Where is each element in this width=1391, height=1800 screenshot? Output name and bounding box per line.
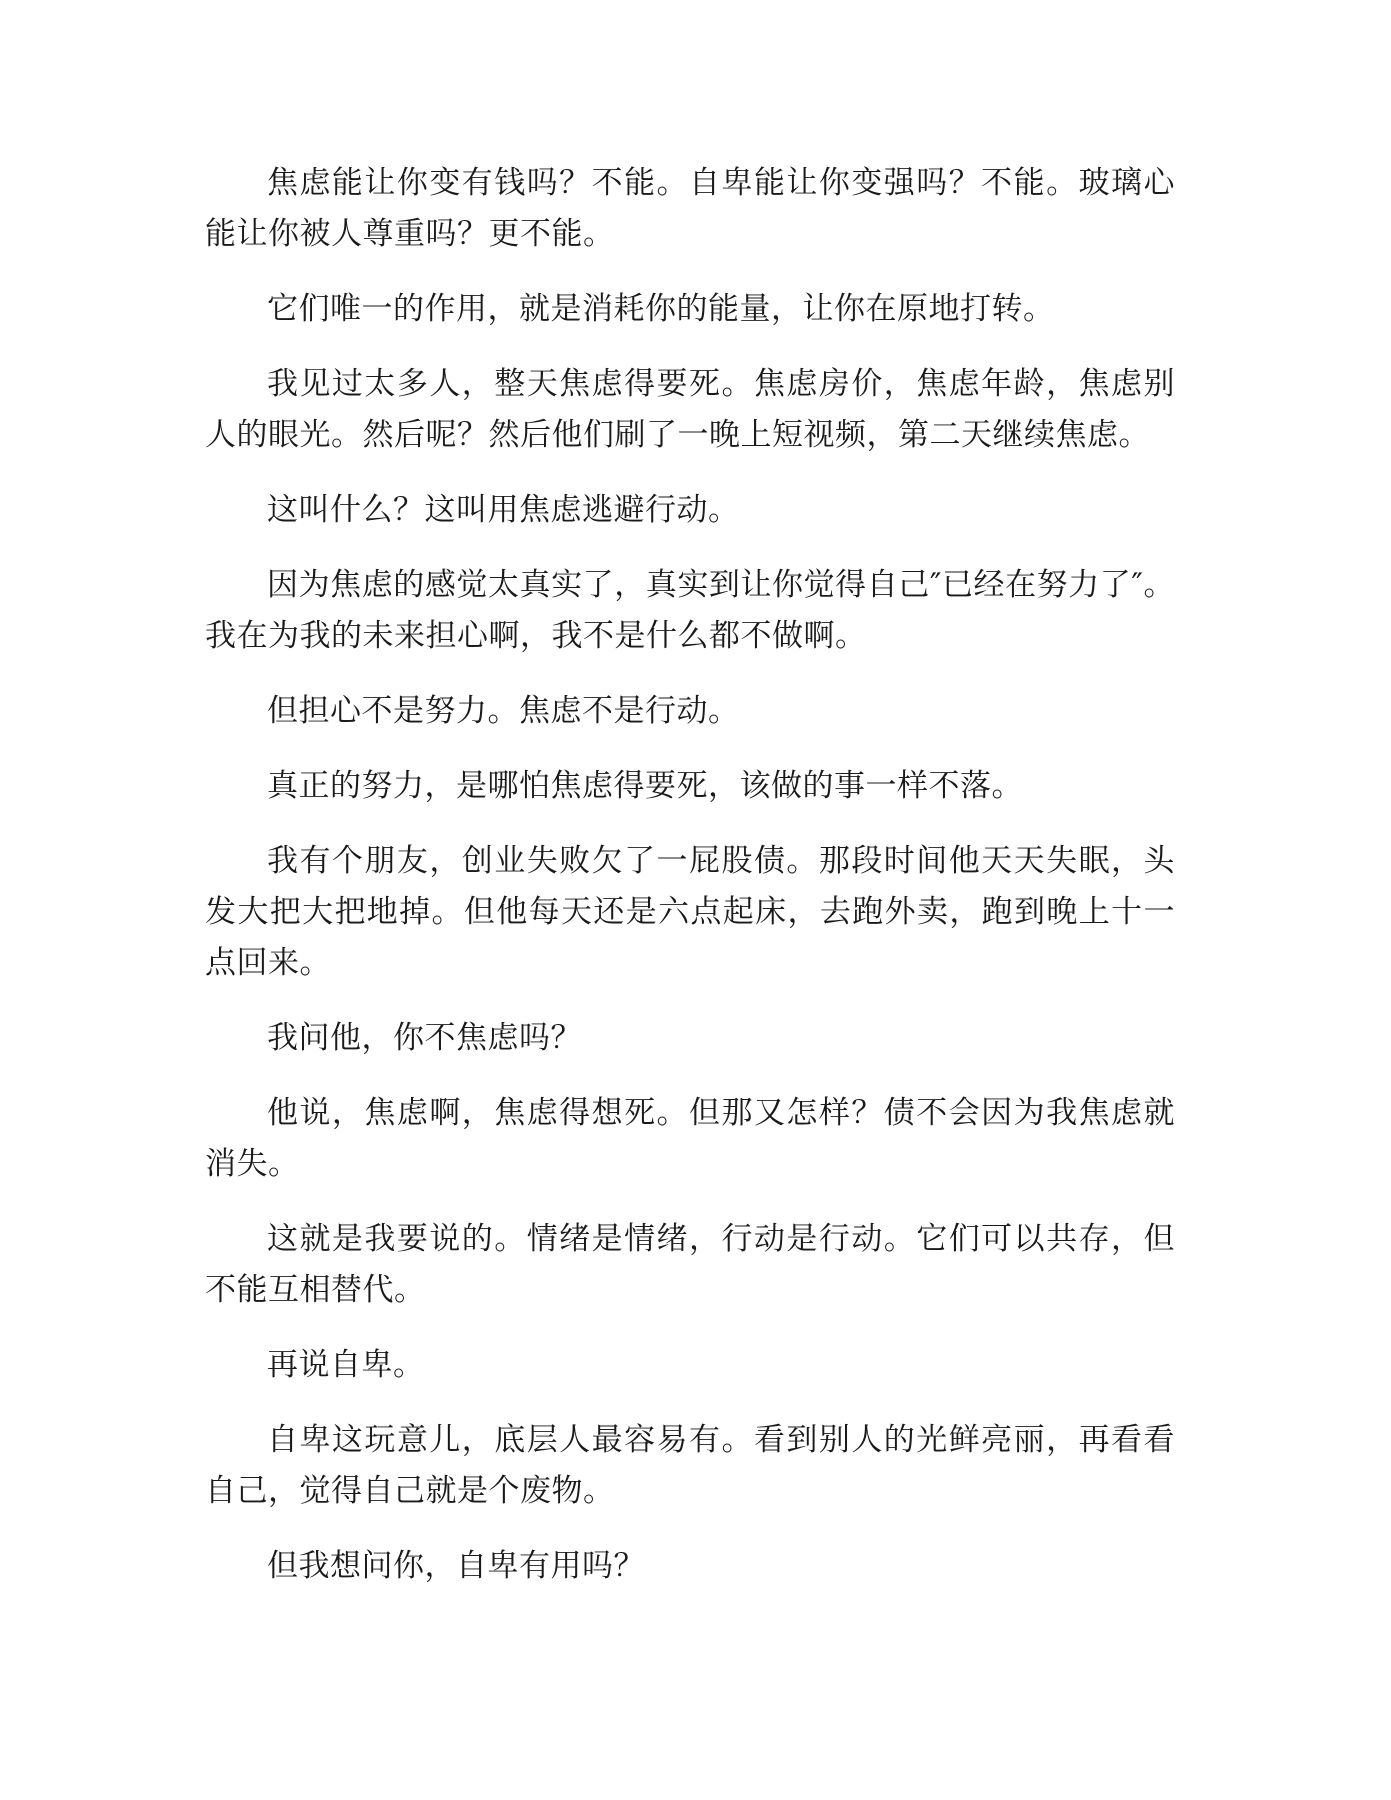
paragraph: 自卑这玩意儿，底层人最容易有。看到别人的光鲜亮丽，再看看自己，觉得自己就是个废物。 <box>205 1422 1175 1509</box>
paragraph: 真正的努力，是哪怕焦虑得要死，该做的事一样不落。 <box>267 768 1023 804</box>
paragraph: 这就是我要说的。情绪是情绪，行动是行动。它们可以共存，但不能互相替代。 <box>205 1221 1175 1308</box>
paragraph: 它们唯一的作用，就是消耗你的能量，让你在原地打转。 <box>267 291 1055 327</box>
paragraph: 但担心不是努力。焦虑不是行动。 <box>267 693 740 729</box>
paragraph: 再说自卑。 <box>267 1347 425 1383</box>
paragraph: 他说，焦虑啊，焦虑得想死。但那又怎样？债不会因为我焦虑就消失。 <box>205 1095 1175 1182</box>
paragraph: 但我想问你，自卑有用吗？ <box>267 1548 645 1584</box>
paragraph: 我有个朋友，创业失败欠了一屁股债。那段时间他天天失眠，头发大把大把地掉。但他每天还是六点起床，去跑外卖，跑到晚上十一点回来。 <box>205 843 1175 981</box>
paragraph: 焦虑能让你变有钱吗？不能。自卑能让你变强吗？不能。玻璃心能让你被人尊重吗？更不能。 <box>205 165 1175 252</box>
paragraph: 这叫什么？这叫用焦虑逃避行动。 <box>267 492 740 528</box>
paragraph: 因为焦虑的感觉太真实了，真实到让你觉得自己″已经在努力了″。我在为我的未来担心啊，我不是什么都不做啊。 <box>205 567 1175 654</box>
document-body <box>205 158 1175 1616</box>
paragraph: 我见过太多人，整天焦虑得要死。焦虑房价，焦虑年龄，焦虑别人的眼光。然后呢？然后他们刷了一晚上短视频，第二天继续焦虑。 <box>205 366 1175 453</box>
paragraph: 我问他，你不焦虑吗？ <box>267 1020 582 1056</box>
